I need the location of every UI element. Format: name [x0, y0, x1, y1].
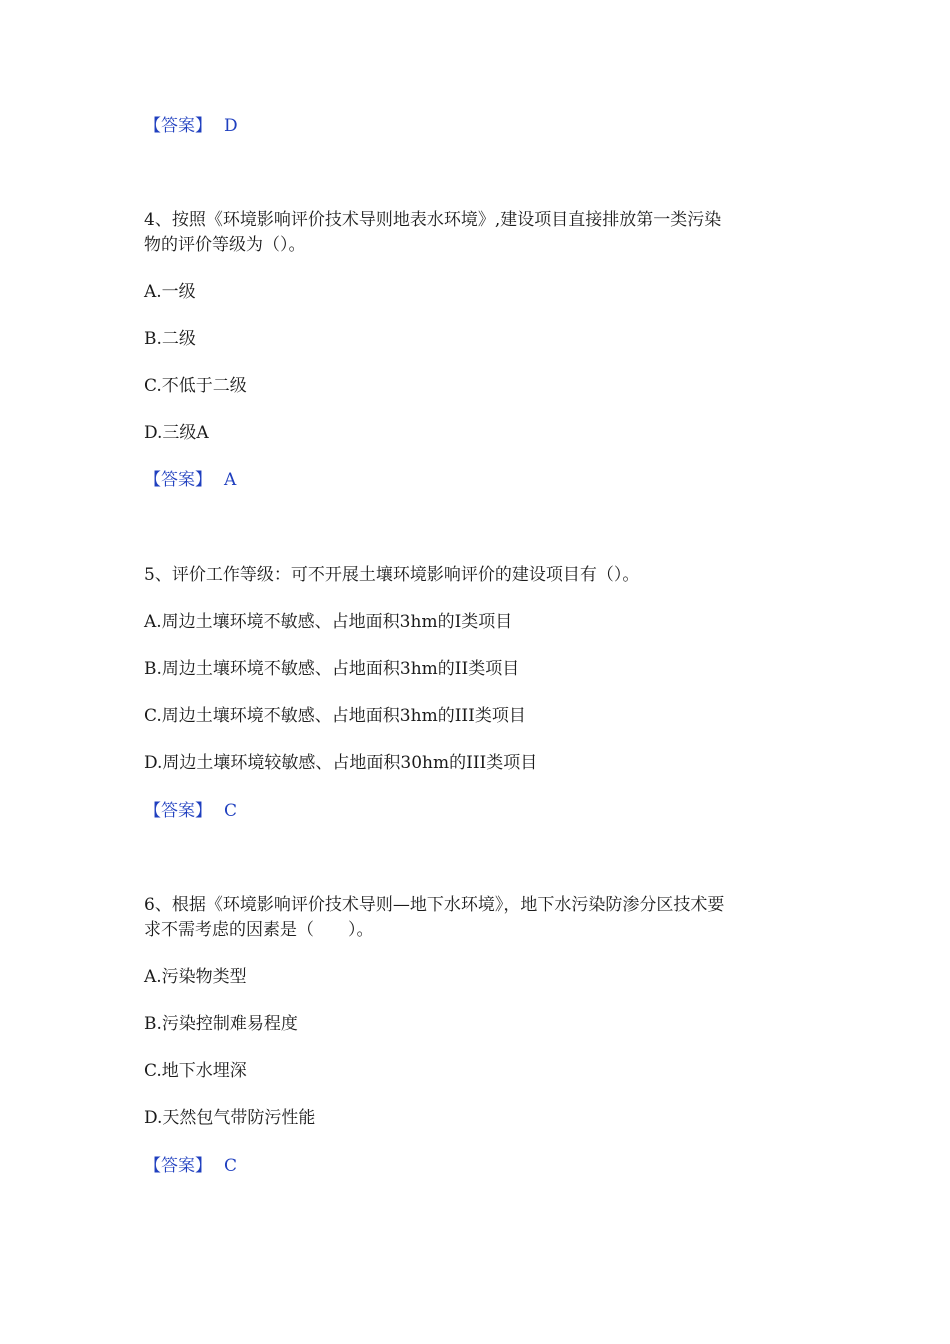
answer-value: C — [224, 1156, 238, 1176]
question-5-option-c: C.周边土壤环境不敏感、占地面积3hm的III类项目 — [144, 706, 526, 726]
question-4-stem-line2: 物的评价等级为（）。 — [144, 235, 306, 255]
question-5-option-a: A.周边土壤环境不敏感、占地面积3hm的I类项目 — [144, 612, 513, 632]
answer-label: 【答案】 — [144, 470, 212, 490]
answer-label: 【答案】 — [144, 801, 212, 821]
question-6-stem-line2: 求不需考虑的因素是（ ）。 — [144, 920, 374, 940]
question-4-stem-line1: 4、按照《环境影响评价技术导则地表水环境》,建设项目直接排放第一类污染 — [144, 210, 722, 230]
answer-q5 — [144, 799, 237, 823]
question-4-option-b: B.二级 — [144, 329, 196, 349]
answer-value: D — [224, 116, 238, 136]
answer-q3 — [144, 114, 238, 138]
answer-label: 【答案】 — [144, 1156, 212, 1176]
question-4-option-d: D.三级A — [144, 423, 209, 443]
question-6-stem-line1: 6、根据《环境影响评价技术导则—地下水环境》，地下水污染防渗分区技术要 — [144, 895, 725, 915]
question-4-option-a: A.一级 — [144, 282, 196, 302]
question-6-option-d: D.天然包气带防污性能 — [144, 1108, 316, 1128]
question-5-option-d: D.周边土壤环境较敏感、占地面积30hm的III类项目 — [144, 753, 538, 773]
answer-q4 — [144, 468, 236, 492]
question-5-option-b: B.周边土壤环境不敏感、占地面积3hm的II类项目 — [144, 659, 520, 679]
answer-q6 — [144, 1154, 237, 1178]
answer-label: 【答案】 — [144, 116, 212, 136]
question-4-option-c: C.不低于二级 — [144, 376, 247, 396]
question-6-option-b: B.污染控制难易程度 — [144, 1014, 298, 1034]
answer-value: A — [224, 470, 237, 490]
question-6-option-c: C.地下水埋深 — [144, 1061, 247, 1081]
question-5-stem-line1: 5、评价工作等级：可不开展土壤环境影响评价的建设项目有（）。 — [144, 565, 640, 585]
question-6-option-a: A.污染物类型 — [144, 967, 247, 987]
answer-value: C — [224, 801, 238, 821]
